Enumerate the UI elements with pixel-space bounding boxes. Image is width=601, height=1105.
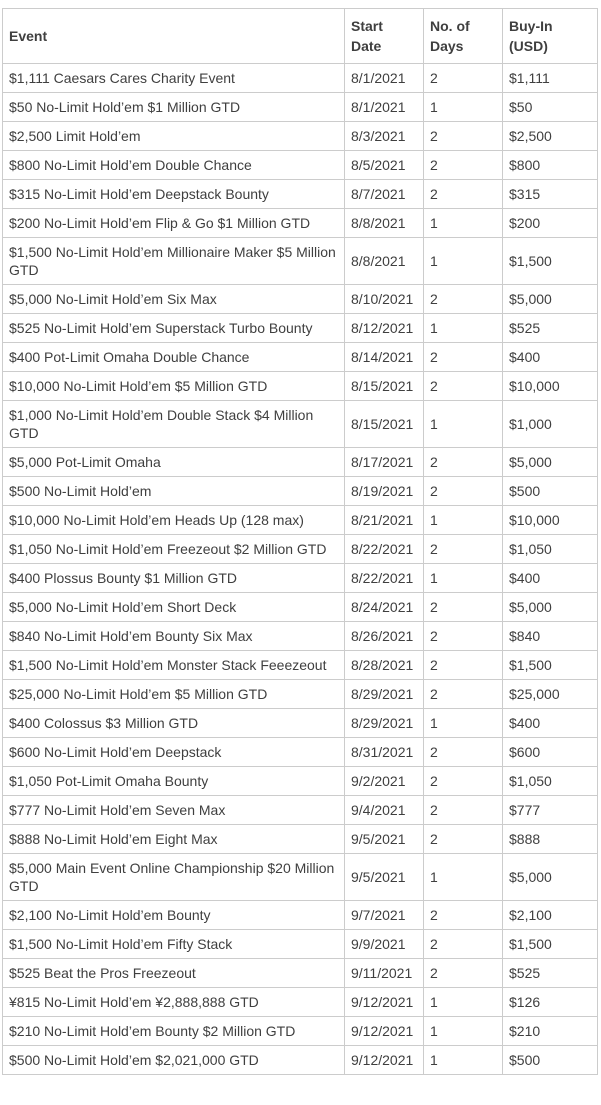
start-date-cell: 8/15/2021 [345, 401, 424, 448]
buy-in-cell: $500 [503, 1046, 598, 1075]
event-cell: $2,500 Limit Hold’em [3, 122, 345, 151]
table-row [3, 901, 598, 930]
buy-in-cell: $5,000 [503, 593, 598, 622]
table-row [3, 238, 598, 285]
days-cell: 2 [424, 343, 503, 372]
buy-in-cell: $1,000 [503, 401, 598, 448]
event-cell: $1,500 No-Limit Hold’em Millionaire Maker $5 Million GTD [3, 238, 345, 285]
event-cell: $400 Plossus Bounty $1 Million GTD [3, 564, 345, 593]
table-row [3, 180, 598, 209]
start-date-cell: 8/15/2021 [345, 372, 424, 401]
buy-in-cell: $126 [503, 988, 598, 1017]
start-date-cell: 8/1/2021 [345, 93, 424, 122]
table-row [3, 343, 598, 372]
event-cell: $1,000 No-Limit Hold’em Double Stack $4 Million GTD [3, 401, 345, 448]
buy-in-cell: $400 [503, 709, 598, 738]
event-cell: $600 No-Limit Hold’em Deepstack [3, 738, 345, 767]
event-cell: $500 No-Limit Hold’em [3, 477, 345, 506]
event-cell: $5,000 Main Event Online Championship $20 Million GTD [3, 854, 345, 901]
buy-in-cell: $888 [503, 825, 598, 854]
event-cell: $1,050 No-Limit Hold’em Freezeout $2 Million GTD [3, 535, 345, 564]
days-cell: 2 [424, 122, 503, 151]
event-cell: $5,000 No-Limit Hold’em Six Max [3, 285, 345, 314]
table-row [3, 651, 598, 680]
table-row [3, 796, 598, 825]
days-cell: 2 [424, 448, 503, 477]
table-row [3, 151, 598, 180]
event-cell: $25,000 No-Limit Hold’em $5 Million GTD [3, 680, 345, 709]
header-row [3, 9, 598, 64]
days-cell: 2 [424, 901, 503, 930]
buy-in-cell: $10,000 [503, 506, 598, 535]
start-date-cell: 9/5/2021 [345, 825, 424, 854]
start-date-cell: 8/14/2021 [345, 343, 424, 372]
start-date-cell: 8/8/2021 [345, 209, 424, 238]
start-date-cell: 8/24/2021 [345, 593, 424, 622]
buy-in-cell: $5,000 [503, 285, 598, 314]
days-cell: 2 [424, 651, 503, 680]
days-cell: 2 [424, 930, 503, 959]
days-cell: 1 [424, 209, 503, 238]
event-cell: $500 No-Limit Hold’em $2,021,000 GTD [3, 1046, 345, 1075]
days-cell: 2 [424, 622, 503, 651]
table-row [3, 1046, 598, 1075]
event-cell: ¥815 No-Limit Hold’em ¥2,888,888 GTD [3, 988, 345, 1017]
days-cell: 1 [424, 1046, 503, 1075]
event-cell: $315 No-Limit Hold’em Deepstack Bounty [3, 180, 345, 209]
table-row [3, 825, 598, 854]
table-row [3, 622, 598, 651]
table-row [3, 314, 598, 343]
start-date-cell: 8/10/2021 [345, 285, 424, 314]
table-row [3, 854, 598, 901]
days-cell: 1 [424, 709, 503, 738]
event-cell: $200 No-Limit Hold’em Flip & Go $1 Million GTD [3, 209, 345, 238]
buy-in-cell: $400 [503, 343, 598, 372]
start-date-cell: 9/4/2021 [345, 796, 424, 825]
buy-in-cell: $777 [503, 796, 598, 825]
buy-in-cell: $400 [503, 564, 598, 593]
days-cell: 2 [424, 738, 503, 767]
start-date-cell: 9/11/2021 [345, 959, 424, 988]
days-cell: 1 [424, 988, 503, 1017]
table-row [3, 93, 598, 122]
buy-in-cell: $1,050 [503, 535, 598, 564]
table-row [3, 477, 598, 506]
start-date-cell: 8/22/2021 [345, 564, 424, 593]
days-cell: 2 [424, 825, 503, 854]
buy-in-cell: $1,050 [503, 767, 598, 796]
table-body [3, 64, 598, 1075]
start-date-cell: 8/8/2021 [345, 238, 424, 285]
table-row [3, 709, 598, 738]
table-row [3, 122, 598, 151]
start-date-cell: 8/31/2021 [345, 738, 424, 767]
buy-in-cell: $315 [503, 180, 598, 209]
event-cell: $800 No-Limit Hold’em Double Chance [3, 151, 345, 180]
start-date-cell: 8/12/2021 [345, 314, 424, 343]
column-header-days: No. of Days [424, 9, 503, 64]
buy-in-cell: $1,500 [503, 651, 598, 680]
start-date-cell: 8/28/2021 [345, 651, 424, 680]
event-cell: $400 Pot-Limit Omaha Double Chance [3, 343, 345, 372]
column-header-event: Event [3, 9, 345, 64]
start-date-cell: 9/2/2021 [345, 767, 424, 796]
page [0, 8, 601, 1105]
buy-in-cell: $525 [503, 959, 598, 988]
table-row [3, 535, 598, 564]
table-row [3, 209, 598, 238]
days-cell: 1 [424, 401, 503, 448]
buy-in-cell: $840 [503, 622, 598, 651]
start-date-cell: 8/29/2021 [345, 680, 424, 709]
column-header-start-date: Start Date [345, 9, 424, 64]
days-cell: 1 [424, 238, 503, 285]
buy-in-cell: $25,000 [503, 680, 598, 709]
buy-in-cell: $10,000 [503, 372, 598, 401]
days-cell: 1 [424, 564, 503, 593]
table-row [3, 372, 598, 401]
start-date-cell: 8/7/2021 [345, 180, 424, 209]
days-cell: 2 [424, 796, 503, 825]
buy-in-cell: $5,000 [503, 854, 598, 901]
table-row [3, 1017, 598, 1046]
event-cell: $210 No-Limit Hold’em Bounty $2 Million GTD [3, 1017, 345, 1046]
event-cell: $2,100 No-Limit Hold’em Bounty [3, 901, 345, 930]
days-cell: 2 [424, 959, 503, 988]
buy-in-cell: $1,500 [503, 238, 598, 285]
buy-in-cell: $500 [503, 477, 598, 506]
start-date-cell: 9/12/2021 [345, 1046, 424, 1075]
table-row [3, 959, 598, 988]
table-row [3, 680, 598, 709]
start-date-cell: 8/29/2021 [345, 709, 424, 738]
days-cell: 2 [424, 593, 503, 622]
days-cell: 1 [424, 854, 503, 901]
buy-in-cell: $210 [503, 1017, 598, 1046]
days-cell: 2 [424, 767, 503, 796]
buy-in-cell: $525 [503, 314, 598, 343]
start-date-cell: 9/12/2021 [345, 988, 424, 1017]
event-cell: $525 Beat the Pros Freezeout [3, 959, 345, 988]
buy-in-cell: $2,100 [503, 901, 598, 930]
table-row [3, 506, 598, 535]
event-cell: $400 Colossus $3 Million GTD [3, 709, 345, 738]
start-date-cell: 9/9/2021 [345, 930, 424, 959]
start-date-cell: 9/12/2021 [345, 1017, 424, 1046]
days-cell: 2 [424, 372, 503, 401]
start-date-cell: 8/21/2021 [345, 506, 424, 535]
table-row [3, 767, 598, 796]
days-cell: 2 [424, 477, 503, 506]
days-cell: 2 [424, 180, 503, 209]
table-row [3, 988, 598, 1017]
table-row [3, 64, 598, 93]
event-cell: $888 No-Limit Hold’em Eight Max [3, 825, 345, 854]
days-cell: 2 [424, 64, 503, 93]
days-cell: 1 [424, 93, 503, 122]
buy-in-cell: $50 [503, 93, 598, 122]
events-table [2, 8, 598, 1075]
event-cell: $840 No-Limit Hold’em Bounty Six Max [3, 622, 345, 651]
days-cell: 2 [424, 285, 503, 314]
start-date-cell: 8/1/2021 [345, 64, 424, 93]
event-cell: $5,000 No-Limit Hold’em Short Deck [3, 593, 345, 622]
days-cell: 1 [424, 314, 503, 343]
event-cell: $10,000 No-Limit Hold’em Heads Up (128 max) [3, 506, 345, 535]
start-date-cell: 8/17/2021 [345, 448, 424, 477]
column-header-buy-in: Buy-In (USD) [503, 9, 598, 64]
buy-in-cell: $5,000 [503, 448, 598, 477]
start-date-cell: 8/26/2021 [345, 622, 424, 651]
start-date-cell: 8/19/2021 [345, 477, 424, 506]
start-date-cell: 9/7/2021 [345, 901, 424, 930]
start-date-cell: 8/22/2021 [345, 535, 424, 564]
event-cell: $5,000 Pot-Limit Omaha [3, 448, 345, 477]
buy-in-cell: $2,500 [503, 122, 598, 151]
days-cell: 1 [424, 506, 503, 535]
buy-in-cell: $1,111 [503, 64, 598, 93]
days-cell: 2 [424, 535, 503, 564]
buy-in-cell: $800 [503, 151, 598, 180]
table-row [3, 285, 598, 314]
start-date-cell: 9/5/2021 [345, 854, 424, 901]
table-row [3, 738, 598, 767]
days-cell: 2 [424, 680, 503, 709]
table-row [3, 448, 598, 477]
event-cell: $50 No-Limit Hold’em $1 Million GTD [3, 93, 345, 122]
event-cell: $10,000 No-Limit Hold’em $5 Million GTD [3, 372, 345, 401]
event-cell: $525 No-Limit Hold’em Superstack Turbo Bounty [3, 314, 345, 343]
event-cell: $1,050 Pot-Limit Omaha Bounty [3, 767, 345, 796]
table-row [3, 593, 598, 622]
buy-in-cell: $1,500 [503, 930, 598, 959]
table-row [3, 930, 598, 959]
table-row [3, 564, 598, 593]
event-cell: $1,500 No-Limit Hold’em Monster Stack Feeezeout [3, 651, 345, 680]
event-cell: $777 No-Limit Hold’em Seven Max [3, 796, 345, 825]
days-cell: 1 [424, 1017, 503, 1046]
table-row [3, 401, 598, 448]
start-date-cell: 8/3/2021 [345, 122, 424, 151]
buy-in-cell: $600 [503, 738, 598, 767]
start-date-cell: 8/5/2021 [345, 151, 424, 180]
event-cell: $1,500 No-Limit Hold’em Fifty Stack [3, 930, 345, 959]
buy-in-cell: $200 [503, 209, 598, 238]
event-cell: $1,111 Caesars Cares Charity Event [3, 64, 345, 93]
days-cell: 2 [424, 151, 503, 180]
